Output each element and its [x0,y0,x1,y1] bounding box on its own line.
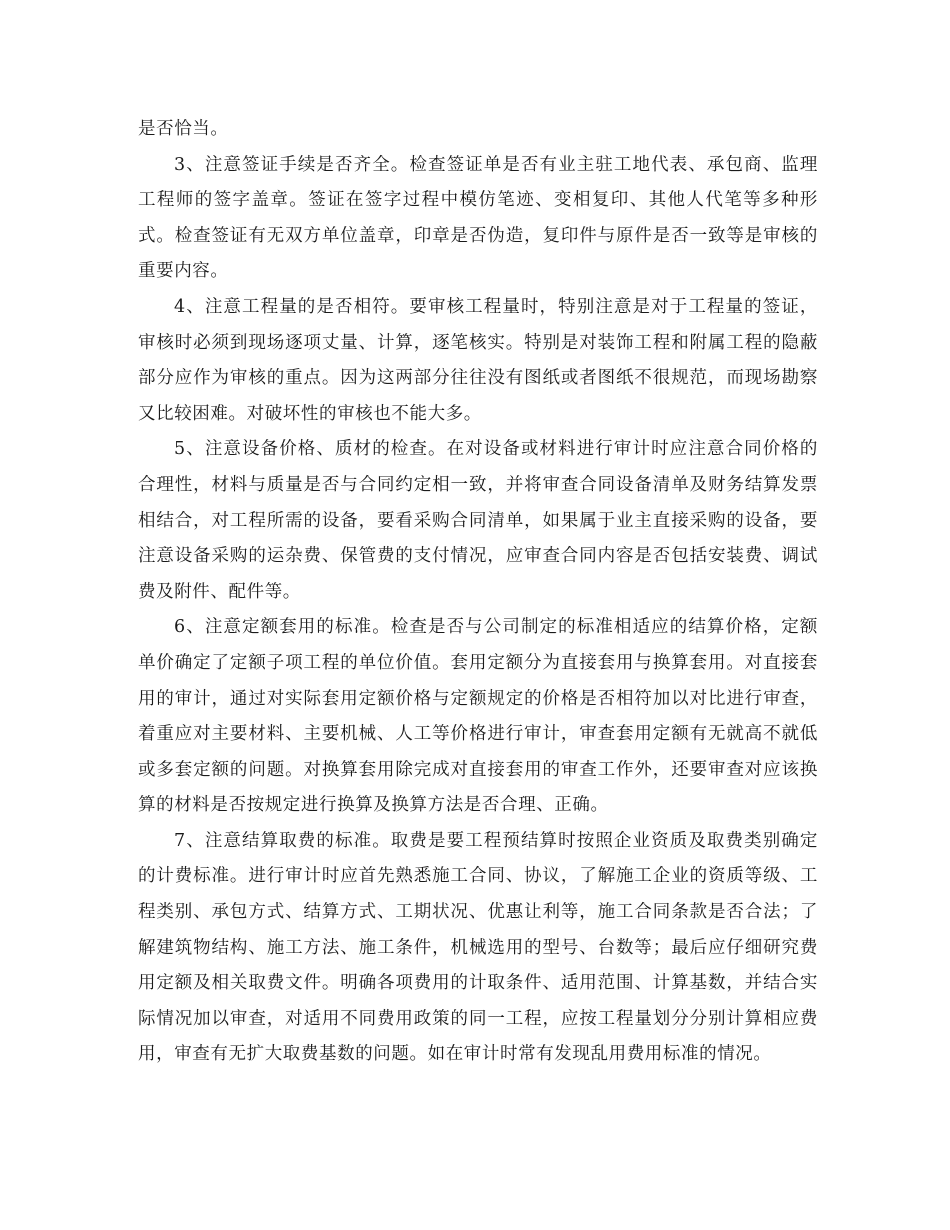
document-page [138,112,818,1073]
paragraph-item-7: 7、注意结算取费的标准。取费是要工程预结算时按照企业资质及取费类别确定的计费标准。进行审计时应首先熟悉施工合同、协议，了解施工企业的资质等级、工程类别、承包方式、结算方式、工期状况、优惠让利等，施工合同条款是否合法；了解建筑物结构、施工方法、施工条件，机械选用的型号、台数等；最后应仔细研究费用定额及相关取费文件。明确各项费用的计取条件、适用范围、计算基数，并结合实际情况加以审查，对适用不同费用政策的同一工程，应按工程量划分分别计算相应费用，审查有无扩大取费基数的问题。如在审计时常有发现乱用费用标准的情况。 [138,830,818,1065]
paragraph-item-3: 3、注意签证手续是否齐全。检查签证单是否有业主驻工地代表、承包商、监理工程师的签字盖章。签证在签字过程中模仿笔迹、变相复印、其他人代笔等多种形式。检查签证有无双方单位盖章，印章是否伪造，复印件与原件是否一致等是审核的重要内容。 [138,154,818,282]
paragraph-item-5: 5、注意设备价格、质材的检查。在对设备或材料进行审计时应注意合同价格的合理性，材料与质量是否与合同约定相一致，并将审查合同设备清单及财务结算发票相结合，对工程所需的设备，要看采购合同清单，如果属于业主直接采购的设备，要注意设备采购的运杂费、保管费的支付情况，应审查合同内容是否包括安装费、调试费及附件、配件等。 [138,439,818,602]
paragraph-item-6: 6、注意定额套用的标准。检查是否与公司制定的标准相适应的结算价格，定额单价确定了定额子项工程的单位价值。套用定额分为直接套用与换算套用。对直接套用的审计，通过对实际套用定额价格与定额规定的价格是否相符加以对比进行审查，着重应对主要材料、主要机械、人工等价格进行审计，审查套用定额有无就高不就低或多套定额的问题。对换算套用除完成对直接套用的审查工作外，还要审查对应该换算的材料是否按规定进行换算及换算方法是否合理、正确。 [138,617,818,816]
paragraph-item-4: 4、注意工程量的是否相符。要审核工程量时，特别注意是对于工程量的签证，审核时必须到现场逐项丈量、计算，逐笔核实。特别是对装饰工程和附属工程的隐蔽部分应作为审核的重点。因为这两部分往往没有图纸或者图纸不很规范，而现场勘察又比较困难。对破坏性的审核也不能大多。 [138,296,818,424]
paragraph-continuation: 是否恰当。 [138,119,229,139]
